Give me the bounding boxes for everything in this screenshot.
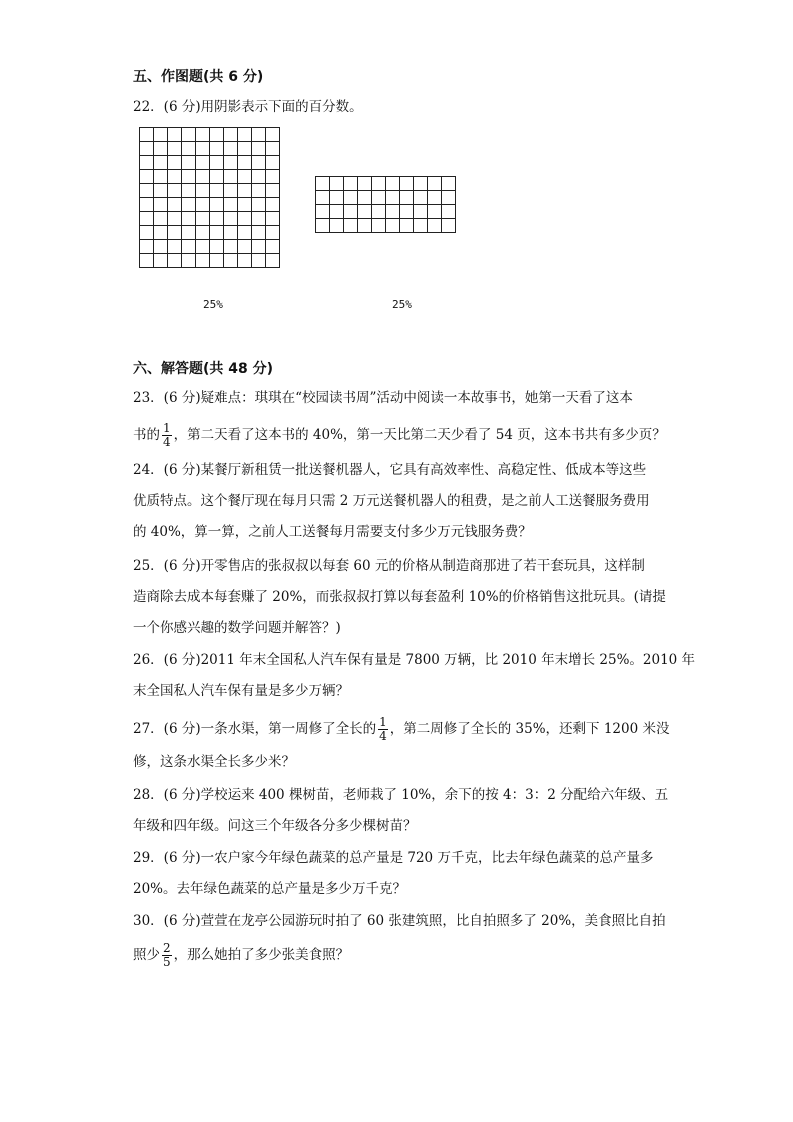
grid-cell <box>210 170 224 184</box>
grid-cell <box>238 240 252 254</box>
grid-cell <box>182 170 196 184</box>
grid-cell <box>428 205 442 219</box>
grid-cell <box>442 191 456 205</box>
grid-cell <box>238 170 252 184</box>
grid-cell <box>182 128 196 142</box>
grid-cell <box>140 128 154 142</box>
grid-cell <box>196 156 210 170</box>
grid-cell <box>210 128 224 142</box>
grid-cell <box>316 191 330 205</box>
grid-cell <box>140 156 154 170</box>
grid-cell <box>252 128 266 142</box>
grid-cell <box>252 170 266 184</box>
grid-cell <box>140 226 154 240</box>
grid-cell <box>168 198 182 212</box>
grid-cell <box>224 254 238 268</box>
grid-cell <box>344 205 358 219</box>
grid-cell <box>196 128 210 142</box>
fraction <box>162 942 172 969</box>
grid-cell <box>414 205 428 219</box>
grid-cell <box>182 142 196 156</box>
question-24-line-2: 优质特点。这个餐厅现在每月只需 2 万元送餐机器人的租费，是之前人工送餐服务费用 <box>133 493 650 509</box>
grid-cell <box>196 240 210 254</box>
grid-cell <box>372 219 386 233</box>
grid-cell <box>266 240 280 254</box>
grid-cell <box>224 170 238 184</box>
grid-cell <box>238 212 252 226</box>
question-24-line-3: 的 40%，算一算，之前人工送餐每月需要支付多少万元钱服务费？ <box>133 524 532 540</box>
grid-2-percent-label: 25% <box>392 298 412 311</box>
grid-cell <box>168 142 182 156</box>
grid-cell <box>168 128 182 142</box>
grid-cell <box>400 219 414 233</box>
fraction-denominator: 4 <box>163 435 171 449</box>
question-25-line-2: 造商除去成本每套赚了 20%，而张叔叔打算以每套盈利 10%的价格销售这批玩具。(请提 <box>133 589 666 605</box>
grid-cell <box>358 205 372 219</box>
grid-cell <box>224 212 238 226</box>
grid-cell <box>428 177 442 191</box>
section-6-title: 六、解答题(共 48 分) <box>133 361 274 377</box>
grid-cell <box>330 177 344 191</box>
grid-cell <box>238 142 252 156</box>
grid-cell <box>210 198 224 212</box>
grid-cell <box>210 212 224 226</box>
grid-cell <box>358 219 372 233</box>
fraction-numerator: 1 <box>163 421 171 435</box>
grid-cell <box>140 240 154 254</box>
grid-cell <box>210 156 224 170</box>
question-22-text: 22．(6 分)用阴影表示下面的百分数。 <box>133 99 363 115</box>
grid-cell <box>266 254 280 268</box>
grid-cell <box>266 184 280 198</box>
grid-cell <box>428 219 442 233</box>
grid-cell <box>154 156 168 170</box>
grid-cell <box>252 240 266 254</box>
section-5-title: 五、作图题(共 6 分) <box>133 69 264 85</box>
grid-cell <box>358 177 372 191</box>
grid-cell <box>428 191 442 205</box>
grid-cell <box>182 212 196 226</box>
grid-cell <box>414 191 428 205</box>
grid-cell <box>224 128 238 142</box>
grid-cell <box>154 212 168 226</box>
grid-cell <box>386 177 400 191</box>
grid-1-percent-label: 25% <box>203 298 223 311</box>
grid-cell <box>358 191 372 205</box>
grid-cell <box>238 226 252 240</box>
grid-cell <box>154 142 168 156</box>
question-27-text-a: 27．(6 分)一条水渠，第一周修了全长的 <box>133 721 377 737</box>
question-25-line-1: 25．(6 分)开零售店的张叔叔以每套 60 元的价格从制造商那进了若干套玩具，这样制 <box>133 558 645 574</box>
grid-cell <box>330 191 344 205</box>
grid-cell <box>140 254 154 268</box>
grid-cell <box>196 198 210 212</box>
grid-cell <box>252 226 266 240</box>
grid-cell <box>182 198 196 212</box>
grid-cell <box>252 198 266 212</box>
question-27-text-b: ，第二周修了全长的 35%，还剩下 1200 米没 <box>389 721 670 737</box>
grid-cell <box>196 254 210 268</box>
question-26-line-1: 26．(6 分)2011 年末全国私人汽车保有量是 7800 万辆，比 2010 年末增长 25%。2010 年 <box>133 652 696 668</box>
grid-cell <box>140 170 154 184</box>
grid-cell <box>182 226 196 240</box>
grid-cell <box>196 226 210 240</box>
grid-cell <box>168 212 182 226</box>
question-30-line-1: 30．(6 分)萱萱在龙亭公园游玩时拍了 60 张建筑照，比自拍照多了 20%，美食照比自拍 <box>133 913 666 929</box>
grid-cell <box>168 170 182 184</box>
grid-cell <box>344 177 358 191</box>
grid-cell <box>266 128 280 142</box>
grid-cell <box>238 198 252 212</box>
grid-cell <box>386 191 400 205</box>
grid-cell <box>224 240 238 254</box>
grid-cell <box>224 142 238 156</box>
grid-cell <box>154 170 168 184</box>
question-23-text-b: ，第二天看了这本书的 40%，第一天比第二天少看了 54 页，这本书共有多少页？ <box>173 427 666 443</box>
grid-cell <box>182 156 196 170</box>
grid-cell <box>252 156 266 170</box>
grid-cell <box>442 205 456 219</box>
question-27-line-2: 修，这条水渠全长多少米？ <box>133 754 295 770</box>
grid-cell <box>182 254 196 268</box>
fraction-denominator: 5 <box>163 955 171 969</box>
grid-cell <box>154 198 168 212</box>
grid-cell <box>182 184 196 198</box>
grid-cell <box>252 254 266 268</box>
grid-cell <box>316 205 330 219</box>
grid-cell <box>140 142 154 156</box>
fraction <box>162 422 172 449</box>
question-30-line-2 <box>133 942 349 969</box>
grid-cell <box>442 177 456 191</box>
grid-cell <box>196 142 210 156</box>
question-30-text-b: ，那么她拍了多少张美食照？ <box>173 947 350 963</box>
grid-cell <box>168 184 182 198</box>
grid-cell <box>210 226 224 240</box>
grid-cell <box>224 198 238 212</box>
grid-cell <box>196 212 210 226</box>
grid-10x4 <box>315 176 456 233</box>
grid-cell <box>252 184 266 198</box>
grid-10x10 <box>139 127 280 268</box>
grid-cell <box>154 240 168 254</box>
fraction <box>378 716 388 743</box>
grid-cell <box>266 226 280 240</box>
grid-cell <box>330 219 344 233</box>
grid-cell <box>252 212 266 226</box>
grid-cell <box>316 177 330 191</box>
grid-cell <box>168 254 182 268</box>
grid-cell <box>210 184 224 198</box>
grid-cell <box>210 254 224 268</box>
grid-cell <box>266 198 280 212</box>
grid-cell <box>224 226 238 240</box>
question-27-line-1 <box>133 716 669 743</box>
grid-cell <box>442 219 456 233</box>
grid-cell <box>330 205 344 219</box>
grid-cell <box>386 205 400 219</box>
grid-cell <box>400 191 414 205</box>
grid-cell <box>400 205 414 219</box>
grid-cell <box>238 184 252 198</box>
grid-cell <box>196 170 210 184</box>
grid-cell <box>168 240 182 254</box>
grid-cell <box>154 128 168 142</box>
question-23-text-a: 书的 <box>133 427 160 443</box>
grid-cell <box>168 156 182 170</box>
question-26-line-2: 末全国私人汽车保有量是多少万辆？ <box>133 683 349 699</box>
question-29-line-2: 20%。去年绿色蔬菜的总产量是多少万千克？ <box>133 881 407 897</box>
grid-cell <box>238 156 252 170</box>
grid-cell <box>266 170 280 184</box>
grid-cell <box>344 191 358 205</box>
grid-cell <box>266 212 280 226</box>
grid-cell <box>344 219 358 233</box>
grid-cell <box>372 191 386 205</box>
question-24-line-1: 24．(6 分)某餐厅新租赁一批送餐机器人，它具有高效率性、高稳定性、低成本等这些 <box>133 462 647 478</box>
grid-cell <box>168 226 182 240</box>
grid-cell <box>266 142 280 156</box>
question-23-line-1: 23．(6 分)疑难点：琪琪在“校园读书周”活动中阅读一本故事书，她第一天看了这本 <box>133 390 633 406</box>
question-29-line-1: 29．(6 分)一农户家今年绿色蔬菜的总产量是 720 万千克，比去年绿色蔬菜的总产量多 <box>133 850 654 866</box>
question-28-line-1: 28．(6 分)学校运来 400 棵树苗，老师栽了 10%，余下的按 4：3：2 分配给六年级、五 <box>133 787 669 803</box>
question-30-text-a: 照少 <box>133 947 160 963</box>
grid-cell <box>224 184 238 198</box>
grid-cell <box>196 184 210 198</box>
grid-cell <box>210 142 224 156</box>
grid-cell <box>154 184 168 198</box>
grid-cell <box>238 128 252 142</box>
grid-cell <box>372 205 386 219</box>
grid-cell <box>400 177 414 191</box>
fraction-denominator: 4 <box>379 729 387 743</box>
grid-cell <box>386 219 400 233</box>
grid-cell <box>238 254 252 268</box>
fraction-numerator: 2 <box>163 941 171 955</box>
grid-cell <box>372 177 386 191</box>
grid-cell <box>266 156 280 170</box>
grid-cell <box>140 212 154 226</box>
question-23-line-2 <box>133 422 666 449</box>
grid-cell <box>414 177 428 191</box>
grid-cell <box>140 184 154 198</box>
grid-cell <box>224 156 238 170</box>
question-28-line-2: 年级和四年级。问这三个年级各分多少棵树苗？ <box>133 818 417 834</box>
grid-cell <box>182 240 196 254</box>
grid-cell <box>140 198 154 212</box>
question-25-line-3: 一个你感兴趣的数学问题并解答？) <box>133 620 341 636</box>
grid-cell <box>252 142 266 156</box>
grid-cell <box>154 254 168 268</box>
fraction-numerator: 1 <box>379 715 387 729</box>
grid-cell <box>154 226 168 240</box>
grid-cell <box>414 219 428 233</box>
grid-cell <box>316 219 330 233</box>
grid-cell <box>210 240 224 254</box>
